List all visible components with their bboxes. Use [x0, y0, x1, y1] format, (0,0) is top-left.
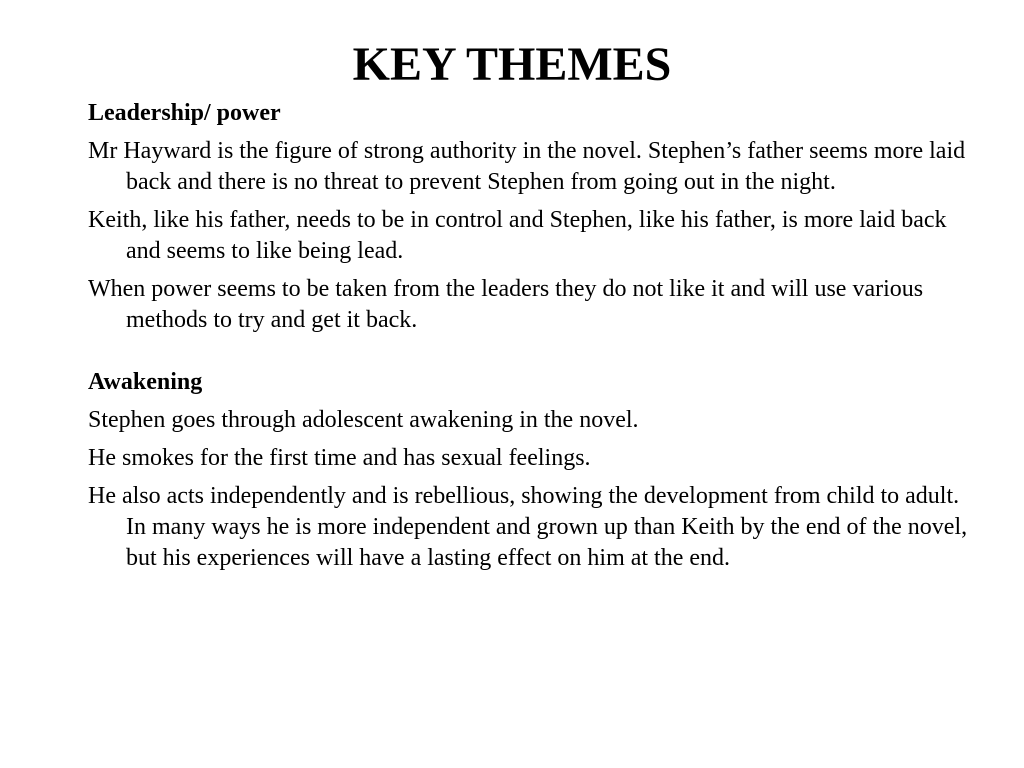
section-leadership	[88, 98, 968, 336]
slide-body	[88, 98, 968, 581]
paragraph-first-smoke: He smokes for the first time and has sexual feelings.	[88, 445, 591, 471]
section-heading-leadership: Leadership/ power	[88, 100, 281, 126]
section-spacer	[88, 343, 968, 367]
section-heading-awakening: Awakening	[88, 369, 203, 395]
paragraph-power-taken: When power seems to be taken from the leaders they do not like it and will use various methods to try and get it back.	[88, 276, 924, 333]
paragraph-independence: He also acts independently and is rebellious, showing the development from child to adult. In many ways he is more independent and grown up than Keith by the end of the novel, but his experiences will have a lasting effect on him at the end.	[88, 483, 968, 571]
slide-title: KEY THEMES	[352, 38, 672, 91]
section-awakening	[88, 367, 968, 574]
paragraph-hayward-authority: Mr Hayward is the figure of strong authority in the novel. Stephen’s father seems more laid back and there is no threat to prevent Stephen from going out in the night.	[88, 138, 966, 195]
paragraph-adolescent-awakening: Stephen goes through adolescent awakening in the novel.	[88, 407, 639, 433]
paragraph-keith-control: Keith, like his father, needs to be in control and Stephen, like his father, is more laid back and seems to like being lead.	[88, 207, 947, 264]
